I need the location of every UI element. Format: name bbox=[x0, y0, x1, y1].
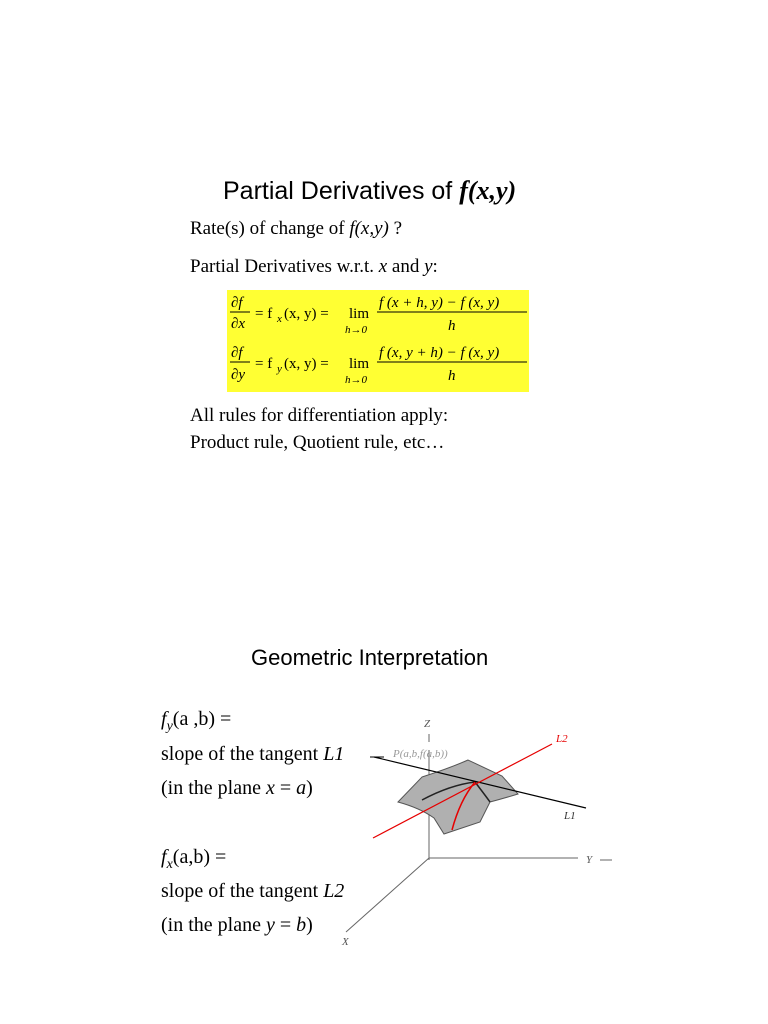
row2-num: f (x, y + h) − f (x, y) bbox=[379, 345, 500, 361]
rate-of-change-line bbox=[190, 218, 402, 240]
rate-prefix: Rate(s) of change of bbox=[190, 218, 350, 239]
rate-function: f(x,y) bbox=[349, 218, 389, 239]
fy-plane-line bbox=[161, 777, 313, 800]
x-axis bbox=[346, 858, 429, 932]
row2-args: (x, y) = bbox=[284, 356, 329, 372]
row1-args: (x, y) = bbox=[284, 306, 329, 322]
fy-plane-var: x bbox=[265, 777, 275, 799]
partial-y: y bbox=[424, 256, 433, 277]
row1-num: f (x + h, y) − f (x, y) bbox=[379, 295, 500, 311]
fx-plane-line bbox=[161, 914, 313, 937]
partial-prefix: Partial Derivatives w.r.t. bbox=[190, 256, 379, 277]
partial-and: and bbox=[387, 256, 425, 277]
partial-derivatives-line bbox=[190, 256, 438, 278]
rules-line-2: Product rule, Quotient rule, etc… bbox=[190, 432, 445, 453]
row2-lhs-num: ∂f bbox=[231, 345, 243, 361]
fy-plane-mid: = bbox=[274, 777, 297, 799]
pointer-line bbox=[370, 755, 390, 765]
fx-plane-var: y bbox=[265, 914, 275, 936]
row2-sub: y bbox=[277, 363, 282, 375]
row1-mid: = f bbox=[255, 306, 273, 322]
row1-lhs-den: ∂x bbox=[231, 316, 246, 332]
formula-box bbox=[227, 290, 529, 392]
fx-heading bbox=[161, 846, 226, 873]
fx-plane-mid: = bbox=[274, 914, 297, 936]
fy-plane-prefix: (in the plane bbox=[161, 777, 266, 799]
formula-svg bbox=[227, 290, 529, 392]
fx-slope-line bbox=[161, 880, 344, 903]
title-function: f(x,y) bbox=[459, 176, 517, 205]
point-label: P(a,b,f(a,b)) bbox=[393, 748, 448, 760]
row2-den: h bbox=[448, 368, 456, 384]
fy-f: f bbox=[161, 708, 167, 730]
geometric-diagram bbox=[330, 710, 630, 960]
row1-den: h bbox=[448, 318, 456, 334]
row2-mid: = f bbox=[255, 356, 273, 372]
row2-limsub: h→0 bbox=[345, 374, 367, 386]
partial-colon: : bbox=[432, 256, 438, 277]
fx-plane-prefix: (in the plane bbox=[161, 914, 266, 936]
l2-label: L2 bbox=[556, 733, 568, 745]
rate-suffix: ? bbox=[388, 218, 403, 239]
fx-args: (a,b) = bbox=[172, 846, 227, 868]
fx-sub: x bbox=[166, 857, 173, 872]
x-axis-label: X bbox=[342, 936, 349, 948]
title-prefix: Partial Derivatives of bbox=[223, 177, 460, 205]
fy-slope-prefix: slope of the tangent bbox=[161, 743, 324, 765]
row1-lim: lim bbox=[349, 306, 370, 322]
row1-lhs-num: ∂f bbox=[231, 295, 243, 311]
fy-args: (a ,b) = bbox=[172, 708, 232, 730]
fx-slope-L: L2 bbox=[323, 880, 345, 902]
fx-plane-val: b bbox=[296, 914, 307, 936]
l1-label: L1 bbox=[564, 810, 576, 822]
row1-sub: x bbox=[277, 313, 282, 325]
slide1-title bbox=[223, 176, 516, 206]
row2-lhs-den: ∂y bbox=[231, 367, 246, 383]
fy-plane-val: a bbox=[296, 777, 307, 799]
fy-slope-line bbox=[161, 743, 344, 766]
row1-limsub: h→0 bbox=[345, 324, 367, 336]
rules-line-1: All rules for differentiation apply: bbox=[190, 405, 449, 426]
fy-heading bbox=[161, 708, 231, 735]
fy-sub: y bbox=[166, 719, 173, 734]
fx-slope-prefix: slope of the tangent bbox=[161, 880, 324, 902]
z-axis-label: Z bbox=[424, 718, 431, 730]
y-axis-label: Y bbox=[586, 854, 593, 866]
row2-lim: lim bbox=[349, 356, 370, 372]
fx-plane-suffix: ) bbox=[306, 914, 313, 936]
fy-plane-suffix: ) bbox=[306, 777, 313, 799]
fy-slope-L: L1 bbox=[323, 743, 345, 765]
slide2-title: Geometric Interpretation bbox=[251, 645, 489, 670]
fx-f: f bbox=[161, 846, 167, 868]
partial-x: x bbox=[378, 256, 388, 277]
